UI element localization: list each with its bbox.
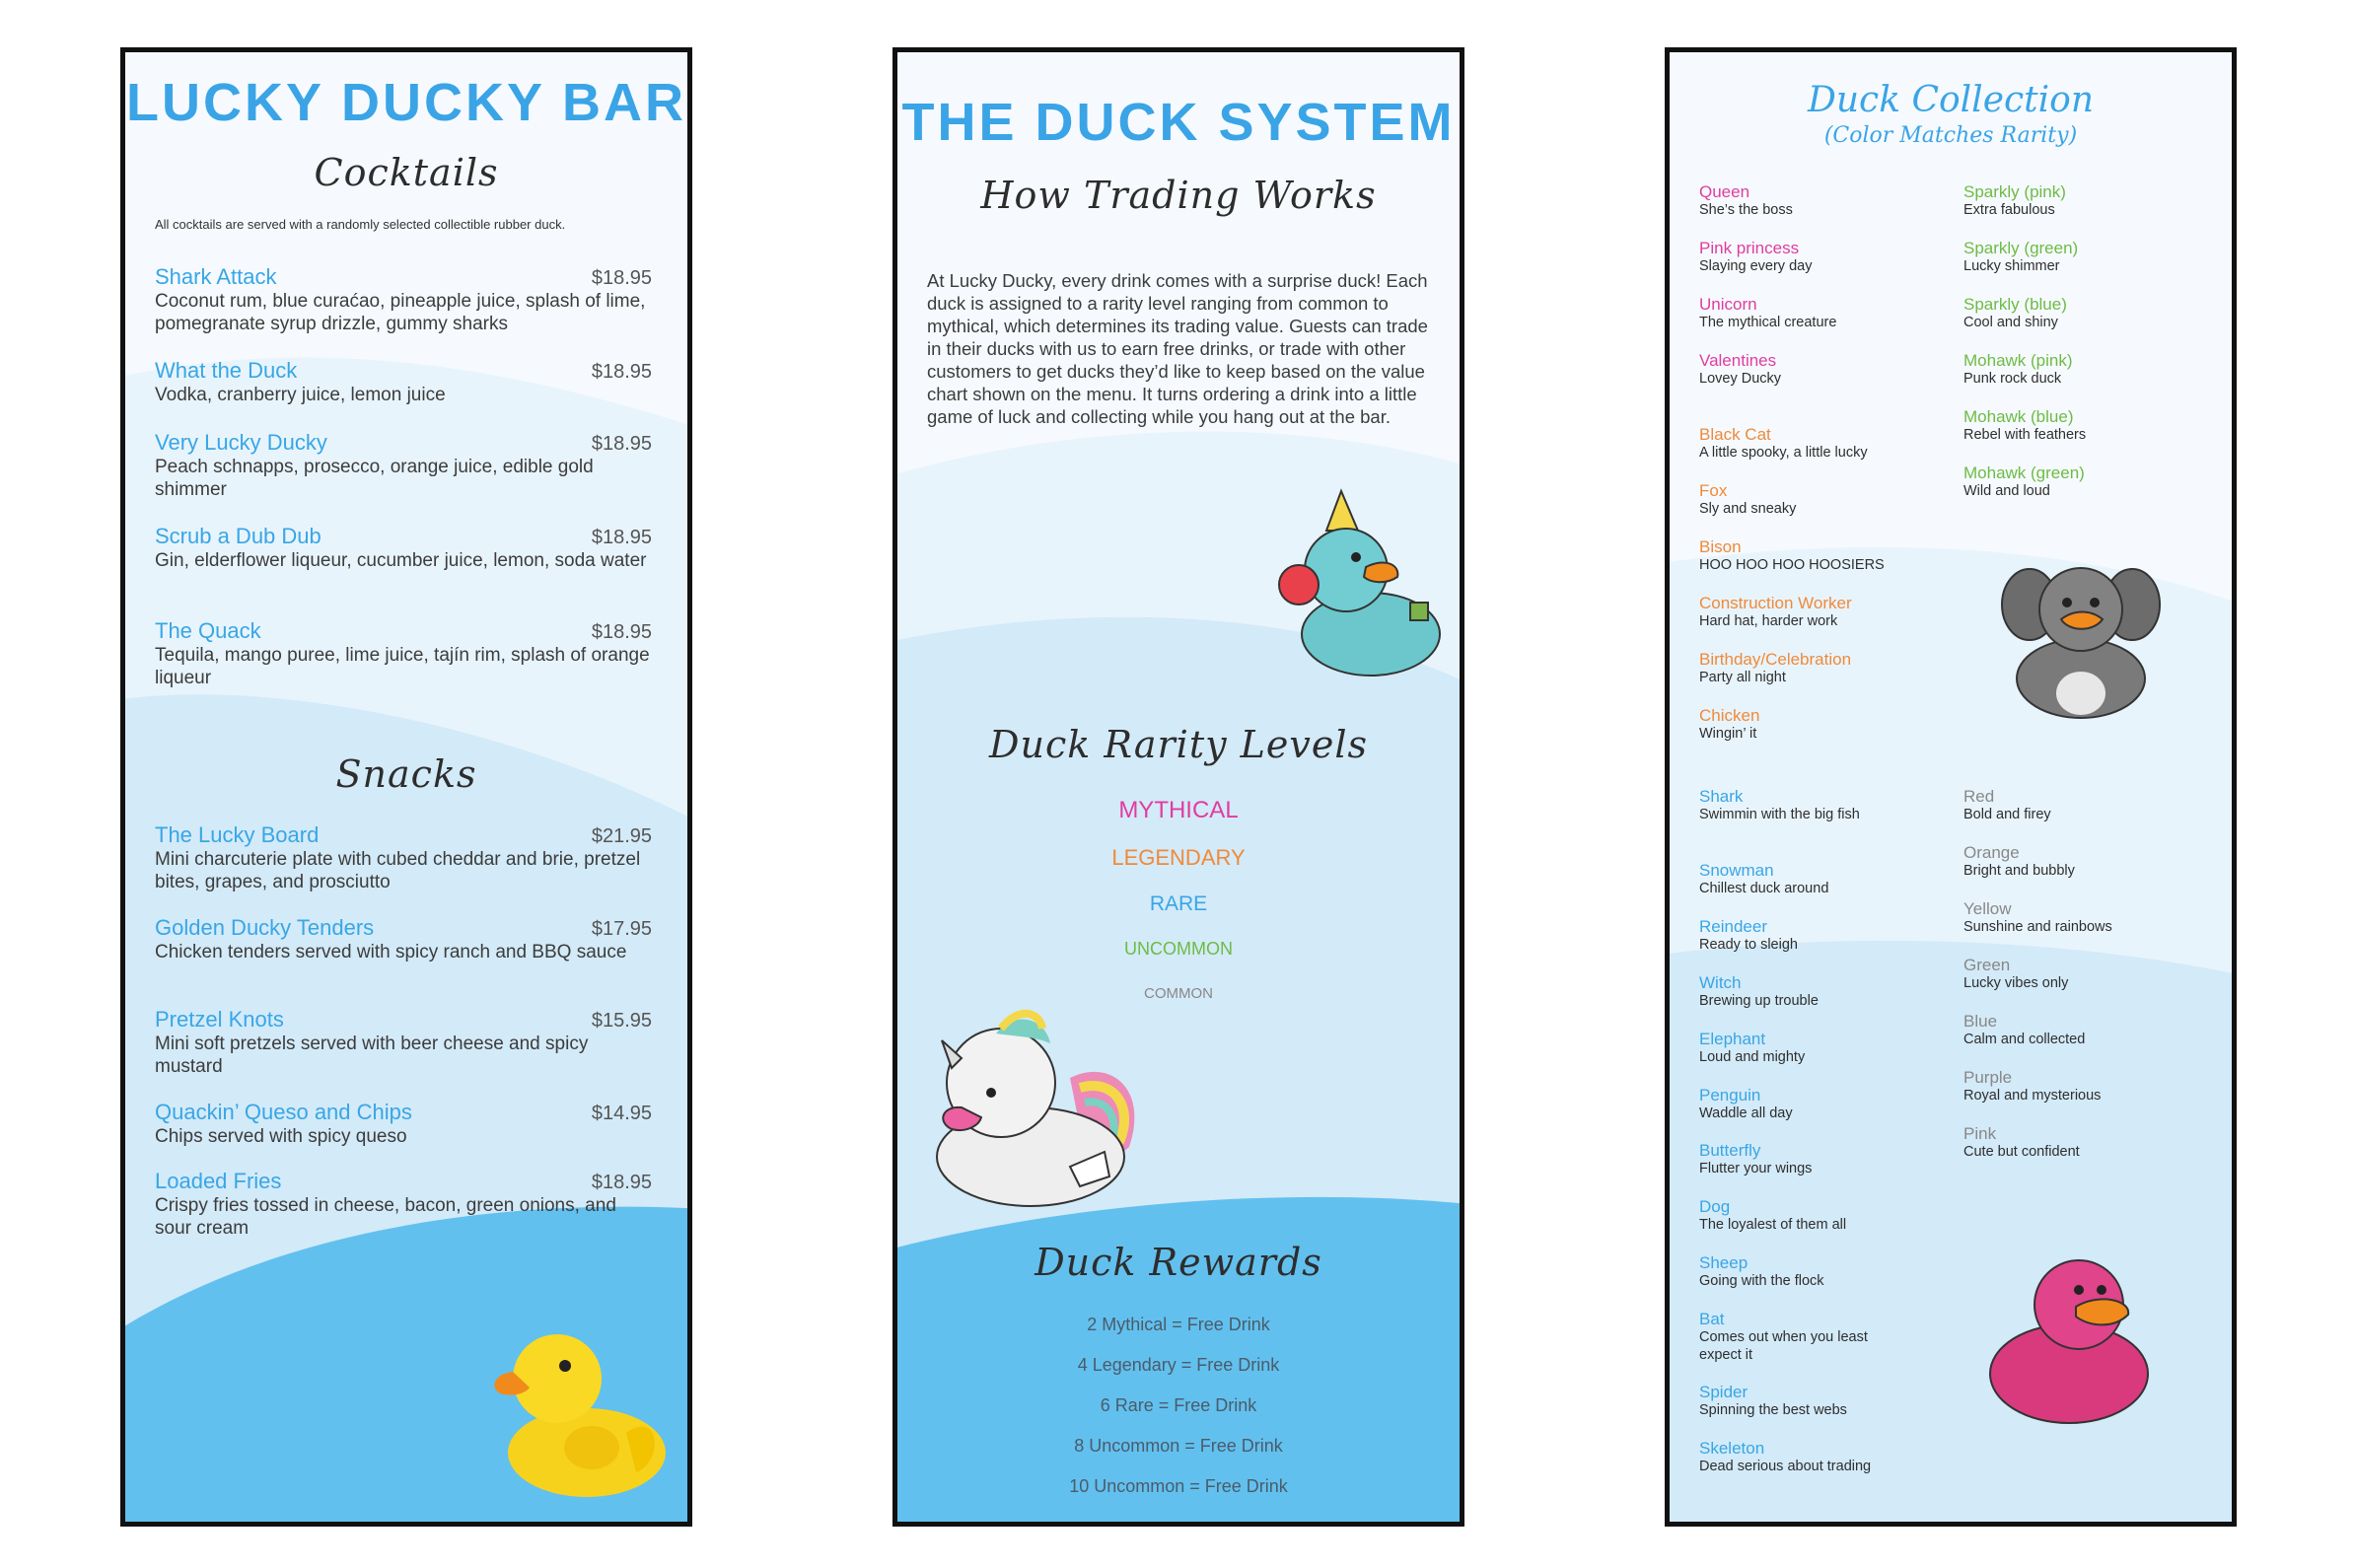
duck-description: Loud and mighty	[1699, 1049, 1806, 1065]
duck-name: Unicorn	[1699, 295, 1757, 314]
duck-description: HOO HOO HOO HOOSIERS	[1699, 557, 1885, 573]
duck-description: Swimmin with the big fish	[1699, 807, 1860, 822]
cocktails-note: All cocktails are served with a randomly selected collectible rubber duck.	[155, 217, 566, 232]
item-name: Very Lucky Ducky	[155, 430, 327, 455]
duck-description: Flutter your wings	[1699, 1161, 1813, 1176]
duck-name: Sparkly (blue)	[1963, 295, 2067, 314]
duck-description: Wild and loud	[1963, 483, 2050, 499]
duck-description: Punk rock duck	[1963, 371, 2062, 387]
item-name: Pretzel Knots	[155, 1007, 284, 1032]
duck-description: She’s the boss	[1699, 202, 1793, 218]
duck-description: Brewing up trouble	[1699, 993, 1819, 1009]
item-description: Gin, elderflower liqueur, cucumber juice, lemon, soda water	[155, 550, 647, 571]
duck-name: Birthday/Celebration	[1699, 650, 1852, 669]
reward-line: 6 Rare = Free Drink	[1100, 1395, 1257, 1415]
duck-description: Lovey Ducky	[1699, 371, 1782, 387]
duck-name: Sparkly (pink)	[1963, 182, 2066, 201]
duck-name: Snowman	[1699, 861, 1774, 880]
item-description: Mini soft pretzels served with beer cheese and spicy mustard	[155, 1033, 589, 1077]
item-price: $14.95	[591, 1103, 652, 1124]
reward-line: 8 Uncommon = Free Drink	[1074, 1436, 1283, 1456]
menu-item	[155, 618, 652, 689]
duck-description: Sunshine and rainbows	[1963, 919, 2112, 935]
duck-entry	[1963, 1012, 2210, 1048]
rarity-heading: Duck Rarity Levels	[989, 723, 1368, 766]
duck-name: Blue	[1963, 1012, 1998, 1031]
item-name: Loaded Fries	[155, 1169, 282, 1193]
duck-description: Lucky shimmer	[1963, 258, 2060, 274]
duck-description: Bold and firey	[1963, 807, 2051, 822]
trading-heading: How Trading Works	[980, 174, 1377, 217]
item-price: $18.95	[591, 433, 652, 455]
duck-name: Dog	[1699, 1197, 1731, 1216]
duck-entry	[1699, 1197, 1946, 1234]
duck-name: Bison	[1699, 537, 1742, 556]
duck-entry	[1699, 182, 1946, 219]
duck-entry	[1699, 239, 1946, 275]
duck-description: Chillest duck around	[1699, 881, 1829, 896]
rarity-legendary: LEGENDARY	[1111, 845, 1246, 870]
trading-paragraph: At Lucky Ducky, every drink comes with a surprise duck! Each duck is assigned to a rarity level ranging from common to mythical, which determines its trading value. Guests can trade in their ducks with us to earn free drinks, or trade with other customers to get ducks they’d like to keep based on the value chart shown on the menu. It turns ordering a drink into a little game of luck and collecting while you hang out at the bar.	[927, 270, 1428, 427]
item-description: Chips served with spicy queso	[155, 1126, 407, 1147]
item-price: $18.95	[591, 361, 652, 383]
menu-title: LUCKY DUCKY BAR	[125, 73, 687, 132]
duck-name: Elephant	[1699, 1030, 1766, 1048]
duck-entry	[1699, 917, 1946, 954]
duck-description: Wingin’ it	[1699, 726, 1757, 742]
item-name: Quackin’ Queso and Chips	[155, 1100, 412, 1124]
unicorn-duck-icon	[922, 999, 1159, 1216]
duck-description: Rebel with feathers	[1963, 427, 2087, 443]
duck-name: Pink	[1963, 1124, 1997, 1143]
duck-name: Penguin	[1699, 1086, 1761, 1105]
pink-duck-icon	[1985, 1246, 2163, 1433]
item-name: What the Duck	[155, 358, 298, 383]
duck-entry	[1963, 899, 2210, 936]
duck-description: Bright and bubbly	[1963, 863, 2075, 879]
duck-name: Purple	[1963, 1068, 2013, 1087]
duck-entry	[1963, 182, 2210, 219]
rarity-common: COMMON	[1144, 985, 1213, 1002]
item-description: Mini charcuterie plate with cubed cheddar and brie, pretzel bites, grapes, and prosciutto	[155, 849, 641, 892]
system-panel	[892, 47, 1464, 1527]
duck-entry	[1699, 1141, 1946, 1177]
duck-name: Queen	[1699, 182, 1750, 201]
duck-entry	[1963, 239, 2210, 275]
duck-entry	[1963, 956, 2210, 992]
yellow-rubber-duck-icon	[488, 1315, 666, 1502]
menu-item	[155, 264, 652, 335]
duck-entry	[1699, 481, 1946, 518]
duck-entry	[1963, 1124, 2210, 1161]
duck-description: Going with the flock	[1699, 1273, 1824, 1289]
item-name: Scrub a Dub Dub	[155, 524, 321, 548]
duck-description: Hard hat, harder work	[1699, 613, 1838, 629]
rarity-uncommon: UNCOMMON	[1124, 939, 1233, 959]
snacks-heading: Snacks	[335, 752, 477, 796]
menu-item	[155, 430, 652, 501]
item-price: $18.95	[591, 267, 652, 289]
duck-description: Party all night	[1699, 670, 1786, 685]
duck-entry	[1963, 1068, 2210, 1105]
duck-entry	[1963, 463, 2210, 500]
rarity-rare: RARE	[1149, 892, 1208, 915]
duck-entry	[1699, 650, 1946, 686]
duck-description: Calm and collected	[1963, 1032, 2086, 1047]
duck-name: Mohawk (blue)	[1963, 407, 2074, 426]
item-name: Golden Ducky Tenders	[155, 915, 375, 940]
duck-description: Extra fabulous	[1963, 202, 2055, 218]
duck-name: Fox	[1699, 481, 1728, 500]
item-description: Vodka, cranberry juice, lemon juice	[155, 385, 446, 405]
duck-entry	[1699, 1030, 1946, 1066]
item-price: $18.95	[591, 1172, 652, 1193]
duck-name: Valentines	[1699, 351, 1777, 370]
duck-entry	[1963, 351, 2210, 388]
duck-entry	[1699, 787, 1887, 823]
duck-entry	[1699, 973, 1946, 1010]
duck-name: Red	[1963, 787, 1995, 806]
duck-entry	[1963, 787, 2210, 823]
duck-name: Yellow	[1963, 899, 2012, 918]
item-description: Peach schnapps, prosecco, orange juice, edible gold shimmer	[155, 457, 594, 500]
menu-item	[155, 1169, 652, 1240]
rarity-mythical: MYTHICAL	[1118, 797, 1239, 823]
duck-name: Sparkly (green)	[1963, 239, 2079, 257]
duck-description: Lucky vibes only	[1963, 975, 2069, 991]
duck-entry	[1699, 1439, 1887, 1475]
duck-name: Orange	[1963, 843, 2020, 862]
duck-description: Ready to sleigh	[1699, 937, 1798, 953]
duck-name: Bat	[1699, 1310, 1725, 1328]
menu-panel	[120, 47, 692, 1527]
item-description: Crispy fries tossed in cheese, bacon, green onions, and sour cream	[155, 1195, 616, 1239]
duck-entry	[1699, 425, 1946, 462]
duck-name: Green	[1963, 956, 2011, 974]
item-price: $21.95	[591, 825, 652, 847]
duck-name: Spider	[1699, 1383, 1748, 1401]
duck-entry	[1699, 537, 1946, 574]
duck-description: Royal and mysterious	[1963, 1088, 2102, 1104]
duck-name: Witch	[1699, 973, 1742, 992]
duck-description: A little spooky, a little lucky	[1699, 445, 1868, 461]
duck-name: Chicken	[1699, 706, 1760, 725]
reward-line: 4 Legendary = Free Drink	[1077, 1355, 1280, 1375]
menu-item	[155, 524, 652, 572]
collection-title: Duck Collection	[1807, 80, 2095, 120]
duck-description: Cute but confident	[1963, 1144, 2080, 1160]
duck-description: Comes out when you least expect it	[1699, 1329, 1868, 1363]
duck-name: Reindeer	[1699, 917, 1767, 936]
duck-entry	[1699, 861, 1946, 897]
item-name: The Lucky Board	[155, 822, 320, 847]
collection-subtitle: (Color Matches Rarity)	[1823, 123, 2078, 148]
duck-name: Construction Worker	[1699, 594, 1852, 612]
item-description: Chicken tenders served with spicy ranch and BBQ sauce	[155, 942, 627, 962]
duck-description: Cool and shiny	[1963, 315, 2058, 330]
item-name: The Quack	[155, 618, 261, 643]
item-description: Tequila, mango puree, lime juice, tajín rim, splash of orange liqueur	[155, 645, 650, 688]
party-hat-duck-icon	[1277, 486, 1445, 683]
menu-item	[155, 1100, 652, 1148]
duck-name: Black Cat	[1699, 425, 1771, 444]
collection-panel	[1665, 47, 2237, 1527]
duck-entry	[1699, 1383, 1946, 1419]
duck-entry	[1963, 843, 2210, 880]
duck-name: Sheep	[1699, 1253, 1748, 1272]
menu-item	[155, 1007, 652, 1078]
menu-item	[155, 822, 652, 893]
item-price: $18.95	[591, 621, 652, 643]
duck-entry	[1699, 1253, 1946, 1290]
reward-line: 2 Mythical = Free Drink	[1087, 1315, 1270, 1334]
item-description: Coconut rum, blue curaćao, pineapple juice, splash of lime, pomegranate syrup drizzle, gummy sharks	[155, 291, 646, 334]
duck-description: The loyalest of them all	[1699, 1217, 1847, 1233]
duck-description: Slaying every day	[1699, 258, 1813, 274]
duck-description: The mythical creature	[1699, 315, 1837, 330]
item-price: $17.95	[591, 918, 652, 940]
rewards-heading: Duck Rewards	[1035, 1241, 1322, 1284]
duck-description: Waddle all day	[1699, 1105, 1793, 1121]
elephant-duck-icon	[2000, 555, 2163, 723]
item-price: $15.95	[591, 1010, 652, 1032]
duck-description: Sly and sneaky	[1699, 501, 1797, 517]
duck-name: Skeleton	[1699, 1439, 1765, 1458]
duck-entry	[1699, 1086, 1946, 1122]
duck-entry	[1699, 706, 1946, 743]
duck-name: Butterfly	[1699, 1141, 1761, 1160]
system-title: THE DUCK SYSTEM	[901, 93, 1456, 152]
duck-entry	[1699, 594, 1946, 630]
duck-description: Spinning the best webs	[1699, 1402, 1847, 1418]
menu-item	[155, 915, 652, 963]
duck-description: Dead serious about trading	[1699, 1459, 1872, 1474]
duck-name: Mohawk (pink)	[1963, 351, 2073, 370]
duck-entry	[1699, 351, 1946, 388]
duck-entry	[1963, 295, 2210, 331]
duck-entry	[1963, 407, 2210, 444]
duck-name: Mohawk (green)	[1963, 463, 2085, 482]
duck-name: Pink princess	[1699, 239, 1800, 257]
item-price: $18.95	[591, 527, 652, 548]
item-name: Shark Attack	[155, 264, 277, 289]
duck-entry	[1699, 1310, 1887, 1364]
menu-item	[155, 358, 652, 406]
duck-name: Shark	[1699, 787, 1744, 806]
duck-entry	[1699, 295, 1946, 331]
cocktails-heading: Cocktails	[314, 151, 499, 194]
reward-line: 10 Uncommon = Free Drink	[1069, 1476, 1288, 1496]
